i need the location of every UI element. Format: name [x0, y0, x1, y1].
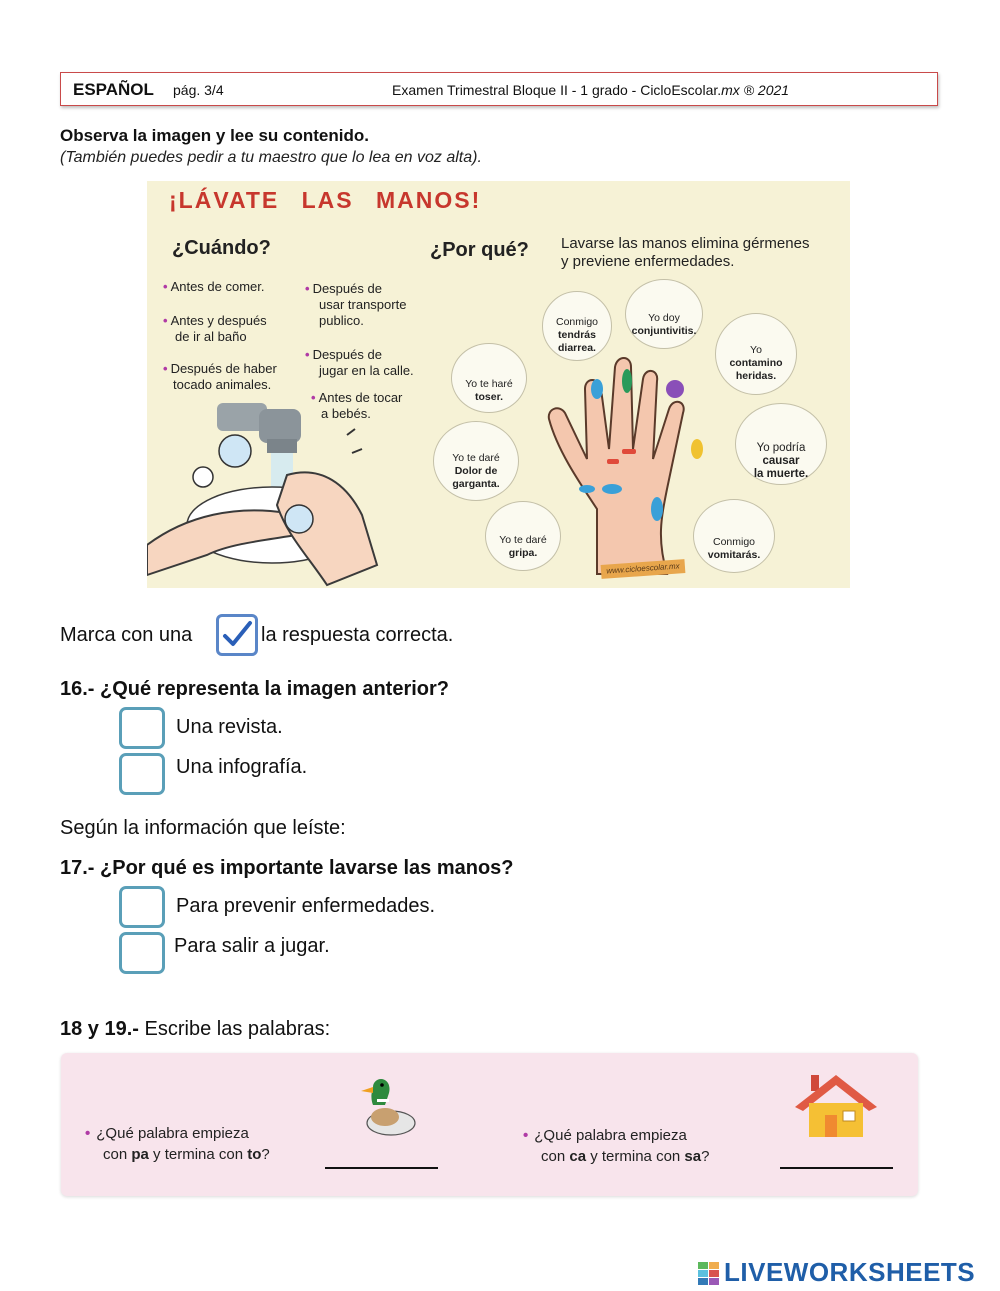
germ-bubble: Yo podría causar la muerte.	[735, 403, 827, 485]
infographic-title: ¡LÁVATE LAS MANOS!	[169, 187, 482, 213]
mark-instruction-after: la respuesta correcta.	[261, 624, 454, 646]
germ-bubble: Yo te daré gripa.	[485, 501, 561, 571]
exam-title: Examen Trimestral Bloque II - 1 grado - CicloEscolar.mx ® 2021	[392, 82, 790, 98]
q16-option-2-checkbox[interactable]	[119, 753, 165, 795]
q16-option-1-checkbox[interactable]	[119, 707, 165, 749]
germ-bubble: Yo te daré Dolor de garganta.	[433, 421, 519, 501]
intro-17: Según la información que leíste:	[60, 817, 346, 839]
germ-bubble: Yo doy conjuntivitis.	[625, 279, 703, 349]
answer-blank-2[interactable]	[780, 1167, 893, 1169]
when-item: • Antes y después de ir al baño	[163, 313, 267, 344]
germ-bubble: Yo contamino heridas.	[715, 313, 797, 395]
liveworksheets-logo-icon	[698, 1262, 720, 1286]
when-heading: ¿Cuándo?	[172, 237, 271, 259]
q17-option-1-label: Para prevenir enfermedades.	[176, 895, 436, 917]
header-box	[60, 72, 938, 106]
when-item: • Después de usar transporte publico.	[305, 281, 407, 328]
germ-bubble: Yo te haré toser.	[451, 343, 527, 413]
q17-option-1-checkbox[interactable]	[119, 886, 165, 928]
q17-option-2-label: Para salir a jugar.	[174, 935, 330, 957]
page-number: pág. 3/4	[173, 82, 224, 98]
checkmark-sample-icon	[216, 614, 258, 656]
word-question-1: • ¿Qué palabra empieza con pa y termina con to?	[85, 1125, 270, 1163]
answer-blank-1[interactable]	[325, 1167, 438, 1169]
q17-option-2-checkbox[interactable]	[119, 932, 165, 974]
washing-hands-illustration	[147, 395, 387, 588]
instruction-teacher: (También puedes pedir a tu maestro que lo lea en voz alta).	[60, 149, 482, 166]
subject-title: ESPAÑOL	[73, 80, 154, 99]
question-18-19: 18 y 19.- Escribe las palabras:	[60, 1018, 331, 1040]
words-panel	[61, 1053, 918, 1196]
when-item: • Después de jugar en la calle.	[305, 347, 414, 378]
liveworksheets-brand: LIVEWORKSHEETS	[698, 1257, 975, 1288]
question-17: 17.- ¿Por qué es importante lavarse las manos?	[60, 857, 514, 879]
duck-icon	[351, 1065, 417, 1139]
germ-bubble: Conmigo tendrás diarrea.	[542, 291, 612, 361]
q16-option-1-label: Una revista.	[176, 716, 283, 738]
site-watermark: www.cicloescolar.mx	[601, 559, 686, 579]
house-icon	[793, 1071, 879, 1139]
why-heading: ¿Por qué?	[430, 239, 529, 261]
germ-bubble: Conmigo vomitarás.	[693, 499, 775, 573]
why-text: Lavarse las manos elimina gérmenes y previene enfermedades.	[561, 235, 810, 270]
word-question-2: • ¿Qué palabra empieza con ca y termina con sa?	[523, 1127, 710, 1165]
when-item: • Antes de comer.	[163, 279, 265, 294]
when-item: • Después de haber tocado animales.	[163, 361, 277, 392]
instruction-read: Observa la imagen y lee su contenido.	[60, 126, 369, 145]
handwashing-infographic	[147, 181, 850, 588]
when-item: • Antes de tocar a bebés.	[311, 390, 403, 421]
q16-option-2-label: Una infografía.	[176, 756, 308, 778]
mark-instruction-before: Marca con una	[60, 624, 193, 646]
question-16: 16.- ¿Qué representa la imagen anterior?	[60, 678, 450, 700]
